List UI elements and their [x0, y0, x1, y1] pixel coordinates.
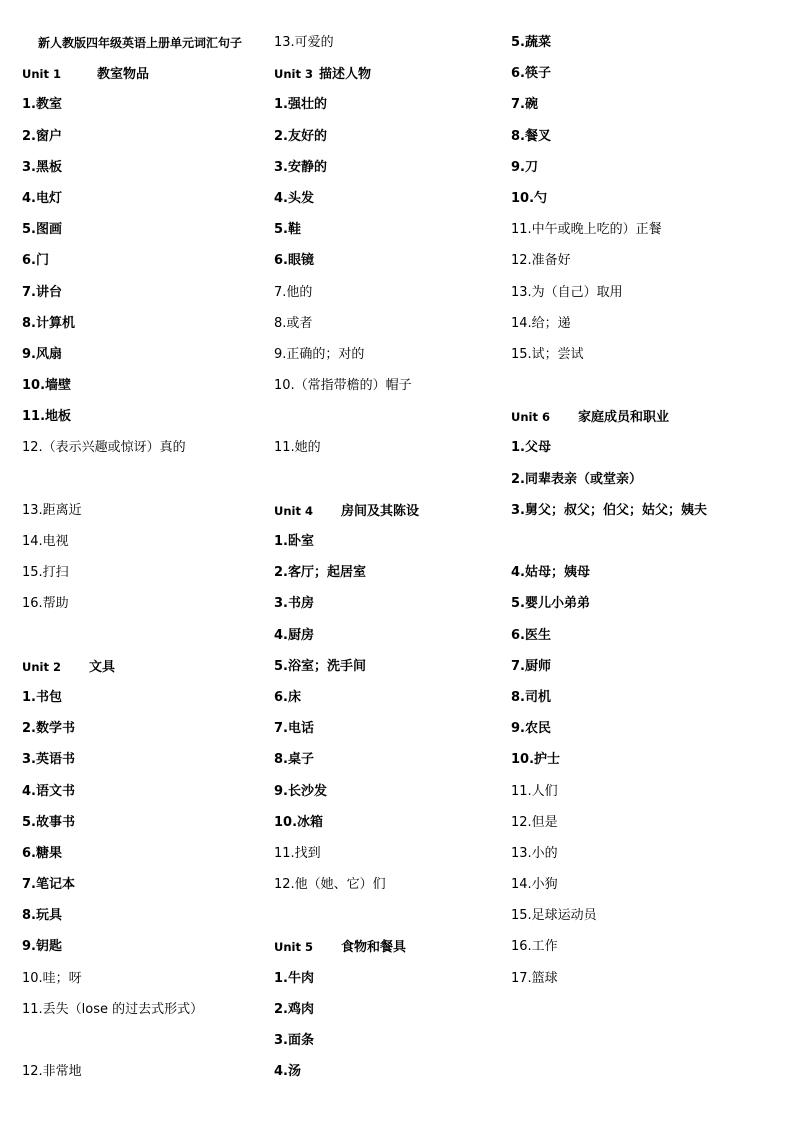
unit-label: Unit 5 [274, 940, 313, 955]
vocab-item: 1.卧室 [274, 534, 314, 549]
vocab-item: 2.鸡肉 [274, 1001, 314, 1017]
vocab-item: 11.她的 [274, 440, 321, 456]
vocab-item: 3.黑板 [22, 159, 62, 175]
vocab-item: 1.父母 [511, 440, 551, 456]
unit-topic: 食物和餐具 [340, 940, 406, 956]
vocab-item: 4.头发 [274, 190, 314, 206]
vocab-item: 8.玩具 [22, 908, 62, 924]
vocab-item: 14.电视 [22, 534, 69, 549]
vocab-item: 14.给；递 [511, 315, 571, 331]
vocab-item: 4.厨房 [274, 627, 314, 643]
vocab-item: 6.糖果 [22, 845, 62, 861]
unit-heading [22, 61, 267, 92]
blank-line [22, 467, 267, 498]
vocab-item: 2.数学书 [22, 721, 75, 737]
unit-label: Unit 1 [22, 67, 61, 82]
vocab-item: 9.风扇 [22, 346, 62, 362]
vocab-item: 5.故事书 [22, 814, 75, 830]
column-1 [22, 30, 267, 1090]
vocab-item: 5.浴室；洗手间 [274, 658, 366, 674]
blank-line [22, 1028, 267, 1059]
vocab-item: 13.小的 [511, 845, 558, 861]
vocab-item: 12.（表示兴趣或惊讶）真的 [22, 440, 186, 456]
vocab-item: 9.刀 [511, 159, 538, 175]
vocab-item: 16.帮助 [22, 596, 69, 612]
vocab-item: 4.汤 [274, 1064, 301, 1080]
vocab-item: 3.安静的 [274, 159, 327, 175]
page-title: 新人教版四年级英语上册单元词汇句子 [38, 36, 243, 50]
vocab-item: 9.钥匙 [22, 939, 62, 955]
unit-label: Unit 2 [22, 659, 61, 674]
vocab-item: 5.婴儿小弟弟 [511, 596, 590, 612]
vocab-item: 10.冰箱 [274, 814, 324, 830]
blank-line [274, 404, 509, 435]
vocab-item: 6.门 [22, 253, 49, 269]
vocab-item: 7.厨师 [511, 658, 551, 674]
vocab-item: 2.窗户 [22, 128, 62, 144]
blank-line [22, 623, 267, 654]
blank-line [274, 467, 509, 498]
vocab-item: 7.电话 [274, 721, 314, 737]
vocab-item: 10.（常指带檐的）帽子 [274, 378, 412, 394]
vocab-item: 2.同辈表亲（或堂亲） [511, 471, 642, 487]
vocab-item: 9.长沙发 [274, 783, 327, 799]
vocab-item: 7.他的 [274, 284, 313, 300]
vocab-item: 1.牛肉 [274, 970, 314, 986]
vocab-item: 2.友好的 [274, 128, 327, 144]
vocab-item: 6.医生 [511, 627, 551, 643]
vocab-item: 8.或者 [274, 315, 313, 331]
unit-heading [274, 498, 509, 529]
vocab-item: 17.篮球 [511, 970, 558, 986]
unit-topic: 描述人物 [318, 67, 371, 83]
vocab-item: 3.英语书 [22, 752, 75, 768]
vocab-item: 8.餐叉 [511, 128, 551, 144]
vocab-item: 10.哇；呀 [22, 970, 82, 986]
unit-label: Unit 3 [274, 67, 313, 82]
unit-label: Unit 4 [274, 503, 313, 518]
vocab-item: 13.为（自己）取用 [511, 284, 623, 300]
vocab-item: 10.墙壁 [22, 378, 72, 394]
blank-line [274, 903, 509, 934]
vocab-item: 7.笔记本 [22, 877, 75, 893]
vocab-item: 7.碗 [511, 97, 538, 113]
unit-label: Unit 6 [511, 410, 550, 425]
vocab-item: 11.中午或晚上吃的）正餐 [511, 222, 662, 238]
column-2 [274, 30, 509, 1090]
unit-topic: 房间及其陈设 [340, 503, 419, 519]
vocab-item: 8.司机 [511, 689, 551, 705]
vocab-item: 1.教室 [22, 97, 62, 113]
unit-heading [274, 61, 509, 92]
vocab-item: 6.床 [274, 689, 301, 705]
vocab-item: 11.人们 [511, 783, 558, 799]
vocab-item: 12.准备好 [511, 253, 571, 269]
column-3 [511, 30, 781, 997]
vocab-item: 5.图画 [22, 222, 62, 238]
blank-line [511, 529, 781, 560]
unit-heading [22, 654, 267, 685]
vocab-item: 6.眼镜 [274, 253, 314, 269]
vocab-item: 11.丢失（lose 的过去式形式） [22, 1001, 204, 1017]
vocab-item: 12.但是 [511, 814, 558, 830]
vocab-item: 1.强壮的 [274, 97, 327, 113]
vocab-item: 11.找到 [274, 845, 321, 861]
vocab-item: 11.地板 [22, 409, 72, 425]
vocab-item: 3.面条 [274, 1033, 314, 1048]
vocab-item: 12.非常地 [22, 1064, 82, 1080]
vocab-item: 1.书包 [22, 689, 62, 705]
vocab-item: 9.农民 [511, 721, 551, 737]
vocab-item: 8.桌子 [274, 752, 314, 768]
vocab-item: 2.客厅；起居室 [274, 565, 366, 581]
unit-heading [274, 934, 509, 965]
vocab-item: 15.试；尝试 [511, 346, 584, 362]
vocab-item: 10.勺 [511, 190, 548, 206]
vocab-item: 4.电灯 [22, 190, 62, 206]
vocab-item: 6.筷子 [511, 66, 551, 82]
unit-topic: 文具 [88, 659, 115, 675]
blank-line [511, 373, 781, 404]
vocab-item: 12.他（她、它）们 [274, 877, 386, 893]
vocab-item: 5.蔬菜 [511, 35, 551, 50]
vocab-item: 10.护士 [511, 752, 561, 768]
vocab-item: 5.鞋 [274, 222, 301, 238]
vocab-item: 4.姑母；姨母 [511, 565, 590, 581]
vocab-item: 3.书房 [274, 596, 314, 612]
vocab-item: 8.计算机 [22, 315, 75, 331]
vocab-item: 9.正确的；对的 [274, 346, 365, 362]
unit-topic: 家庭成员和职业 [577, 410, 669, 426]
vocab-item: 13.距离近 [22, 502, 82, 518]
vocab-item: 14.小狗 [511, 877, 558, 893]
vocab-item: 3.舅父；叔父；伯父；姑父；姨夫 [511, 502, 707, 518]
vocab-item: 15.足球运动员 [511, 908, 597, 924]
unit-heading [511, 404, 781, 435]
unit-topic: 教室物品 [96, 67, 149, 83]
vocab-item: 4.语文书 [22, 783, 75, 799]
vocab-item: 15.打扫 [22, 565, 69, 581]
vocab-item: 16.工作 [511, 939, 558, 955]
vocab-item: 7.讲台 [22, 284, 62, 300]
vocab-item: 13.可爱的 [274, 35, 334, 50]
